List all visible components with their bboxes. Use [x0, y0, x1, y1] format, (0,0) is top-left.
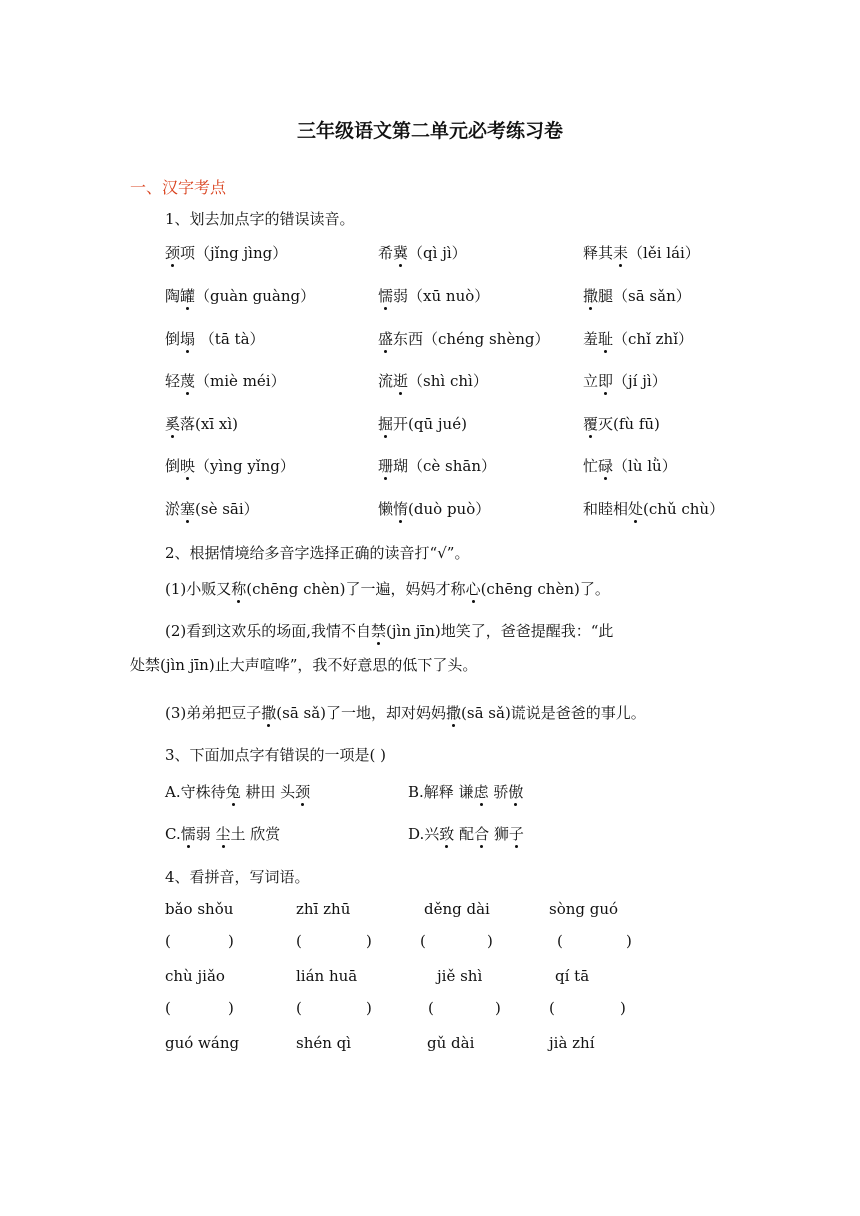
- dotted-char: 惰: [393, 500, 409, 518]
- pronunciation-item: [378, 413, 467, 434]
- dotted-char: 撒: [261, 704, 277, 722]
- answer-blank-close[interactable]: ): [495, 999, 501, 1017]
- text: 灭(fù fū): [598, 415, 660, 433]
- text: 倒: [165, 457, 181, 475]
- text: 轻: [165, 372, 181, 390]
- pronunciation-item: [583, 413, 660, 434]
- answer-blank-open[interactable]: (: [165, 932, 171, 950]
- option-a: [165, 781, 310, 802]
- answer-blank-open[interactable]: (: [428, 999, 434, 1017]
- text: 项（jǐng jìng）: [180, 244, 288, 262]
- question-2-sentence-2-cont: 处禁(jìn jīn)止大声喧哗”，我不好意思的低下了头。: [130, 656, 478, 674]
- pinyin: guó wáng: [165, 1034, 240, 1052]
- answer-blank-close[interactable]: ): [366, 999, 372, 1017]
- dotted-char: 撒: [446, 704, 462, 722]
- question-3-prompt: 3、下面加点字有错误的一项是( ): [165, 746, 387, 764]
- question-2-prompt: 2、根据情境给多音字选择正确的读音打“√”。: [165, 544, 470, 562]
- dotted-char: 珊: [378, 457, 394, 475]
- question-2-sentence-3: [165, 702, 646, 723]
- text: 瑚（cè shān）: [393, 457, 497, 475]
- pinyin: zhī zhū: [296, 900, 351, 918]
- pinyin: děng dài: [424, 900, 490, 918]
- dotted-char: 子: [508, 825, 524, 843]
- text: D.兴: [408, 825, 440, 843]
- dotted-char: 禁: [371, 622, 387, 640]
- text: (duò può）: [408, 500, 491, 518]
- dotted-char: 傲: [508, 783, 524, 801]
- text: （miè méi）: [195, 372, 286, 390]
- text: 弱: [195, 825, 216, 843]
- question-1-prompt: 1、划去加点字的错误读音。: [165, 210, 355, 228]
- pinyin: shén qì: [296, 1034, 352, 1052]
- text: (sè sāi）: [195, 500, 259, 518]
- pronunciation-item: [583, 498, 724, 519]
- pronunciation-item: [165, 498, 259, 519]
- dotted-char: 颈: [295, 783, 311, 801]
- dotted-char: 覆: [583, 415, 599, 433]
- option-c: [165, 823, 280, 844]
- answer-blank-close[interactable]: ): [626, 932, 632, 950]
- text: （jí jì）: [613, 372, 667, 390]
- dotted-char: 罐: [180, 287, 196, 305]
- pronunciation-item: [165, 242, 287, 263]
- text: 懒: [378, 500, 394, 518]
- dotted-char: 碌: [598, 457, 614, 475]
- text: C.: [165, 825, 181, 843]
- pronunciation-item: [583, 455, 677, 476]
- pronunciation-item: [378, 242, 467, 263]
- dotted-char: 耒: [613, 244, 629, 262]
- pinyin: gǔ dài: [427, 1034, 475, 1052]
- pinyin: sòng guó: [549, 900, 619, 918]
- text: 配: [454, 825, 475, 843]
- text: 和睦相: [583, 500, 629, 518]
- text: B.解释 谦: [408, 783, 474, 801]
- option-d: [408, 823, 524, 844]
- pronunciation-item: [165, 455, 295, 476]
- dotted-char: 塌: [180, 330, 196, 348]
- dotted-char: 称: [231, 580, 247, 598]
- dotted-char: 虑: [473, 783, 489, 801]
- pronunciation-item: [583, 285, 691, 306]
- text: (jìn jīn)地笑了，爸爸提醒我：“此: [386, 622, 614, 640]
- pronunciation-item: [583, 328, 693, 349]
- text: （guàn guàng）: [195, 287, 316, 305]
- pinyin: qí tā: [555, 967, 590, 985]
- text: (chēng chèn)了。: [480, 580, 610, 598]
- dotted-char: 冀: [393, 244, 409, 262]
- text: 希: [378, 244, 394, 262]
- dotted-char: 尘: [215, 825, 231, 843]
- dotted-char: 即: [598, 372, 614, 390]
- text: 称: [450, 580, 466, 598]
- dotted-char: 掘: [378, 415, 394, 433]
- pronunciation-item: [378, 285, 489, 306]
- text: 狮: [489, 825, 509, 843]
- text: （chǐ zhǐ）: [613, 330, 694, 348]
- dotted-char: 盛: [378, 330, 394, 348]
- dotted-char: 耻: [598, 330, 614, 348]
- pronunciation-item: [165, 370, 286, 391]
- text: 释其: [583, 244, 614, 262]
- pronunciation-item: [378, 455, 496, 476]
- text: 陶: [165, 287, 181, 305]
- text: （yìng yǐng）: [195, 457, 295, 475]
- text: 忙: [583, 457, 599, 475]
- answer-blank-close[interactable]: ): [620, 999, 626, 1017]
- text: 腿（sā sǎn）: [598, 287, 691, 305]
- dotted-char: 撒: [583, 287, 599, 305]
- pronunciation-item: [165, 413, 238, 434]
- dotted-char: 奚: [165, 415, 181, 433]
- text: 耕田 头: [240, 783, 296, 801]
- pinyin: bǎo shǒu: [165, 900, 234, 918]
- text: (chǔ chù）: [643, 500, 725, 518]
- pronunciation-item: [165, 328, 265, 349]
- text: 东西（chéng shèng）: [393, 330, 550, 348]
- text: 落(xī xì): [180, 415, 239, 433]
- text: （tā tà）: [195, 330, 265, 348]
- answer-blank-close[interactable]: ): [228, 932, 234, 950]
- pronunciation-item: [378, 370, 488, 391]
- dotted-char: 合: [474, 825, 490, 843]
- question-4-prompt: 4、看拼音，写词语。: [165, 868, 310, 886]
- pronunciation-item: [378, 498, 490, 519]
- text: (2)看到这欢乐的场面,我情不自: [165, 622, 372, 640]
- answer-blank-open[interactable]: (: [557, 932, 563, 950]
- text: （lěi lái）: [628, 244, 700, 262]
- pinyin: chù jiǎo: [165, 967, 225, 985]
- answer-blank-open[interactable]: (: [296, 932, 302, 950]
- text: （qì jì）: [408, 244, 467, 262]
- text: （lù lǜ）: [613, 457, 677, 475]
- dotted-char: 映: [180, 457, 196, 475]
- pinyin: lián huā: [296, 967, 358, 985]
- pinyin: jià zhí: [549, 1034, 595, 1052]
- pronunciation-item: [378, 328, 549, 349]
- text: (chēng chèn)了一遍，妈妈才: [246, 580, 451, 598]
- pronunciation-item: [165, 285, 315, 306]
- answer-blank-open[interactable]: (: [420, 932, 426, 950]
- dotted-char: 懦: [378, 287, 394, 305]
- dotted-char: 蔑: [180, 372, 196, 390]
- pronunciation-item: [583, 242, 700, 263]
- text: 立: [583, 372, 599, 390]
- question-2-sentence-1: [165, 578, 610, 599]
- text: 开(qū jué): [393, 415, 467, 433]
- page-title: 三年级语文第二单元必考练习卷: [296, 120, 563, 142]
- dotted-char: 逝: [393, 372, 409, 390]
- text: (3)弟弟把豆子: [165, 704, 262, 722]
- dotted-char: 懦: [180, 825, 196, 843]
- answer-blank-open[interactable]: (: [296, 999, 302, 1017]
- question-2-sentence-2: [165, 620, 613, 641]
- pinyin: jiě shì: [437, 967, 483, 985]
- text: (sā sǎ)了一地，却对妈妈: [276, 704, 447, 722]
- dotted-char: 兔: [225, 783, 241, 801]
- text: (sā sǎ)谎说是爸爸的事儿。: [461, 704, 646, 722]
- text: （shì chì）: [408, 372, 488, 390]
- dotted-char: 塞: [180, 500, 196, 518]
- answer-blank-close[interactable]: ): [366, 932, 372, 950]
- dotted-char: 致: [439, 825, 455, 843]
- answer-blank-open[interactable]: (: [165, 999, 171, 1017]
- text: 土 欣赏: [230, 825, 281, 843]
- answer-blank-open[interactable]: (: [549, 999, 555, 1017]
- text: 倒: [165, 330, 181, 348]
- pronunciation-item: [583, 370, 667, 391]
- text: 骄: [488, 783, 509, 801]
- answer-blank-close[interactable]: ): [487, 932, 493, 950]
- text: A.守株待: [165, 783, 226, 801]
- text: (1)小贩又: [165, 580, 232, 598]
- section-heading: 一、汉字考点: [130, 178, 227, 197]
- dotted-char: 心: [465, 580, 481, 598]
- answer-blank-close[interactable]: ): [228, 999, 234, 1017]
- dotted-char: 处: [628, 500, 644, 518]
- text: 弱（xū nuò）: [393, 287, 490, 305]
- text: 羞: [583, 330, 599, 348]
- text: 流: [378, 372, 394, 390]
- dotted-char: 颈: [165, 244, 181, 262]
- option-b: [408, 781, 523, 802]
- text: 淤: [165, 500, 181, 518]
